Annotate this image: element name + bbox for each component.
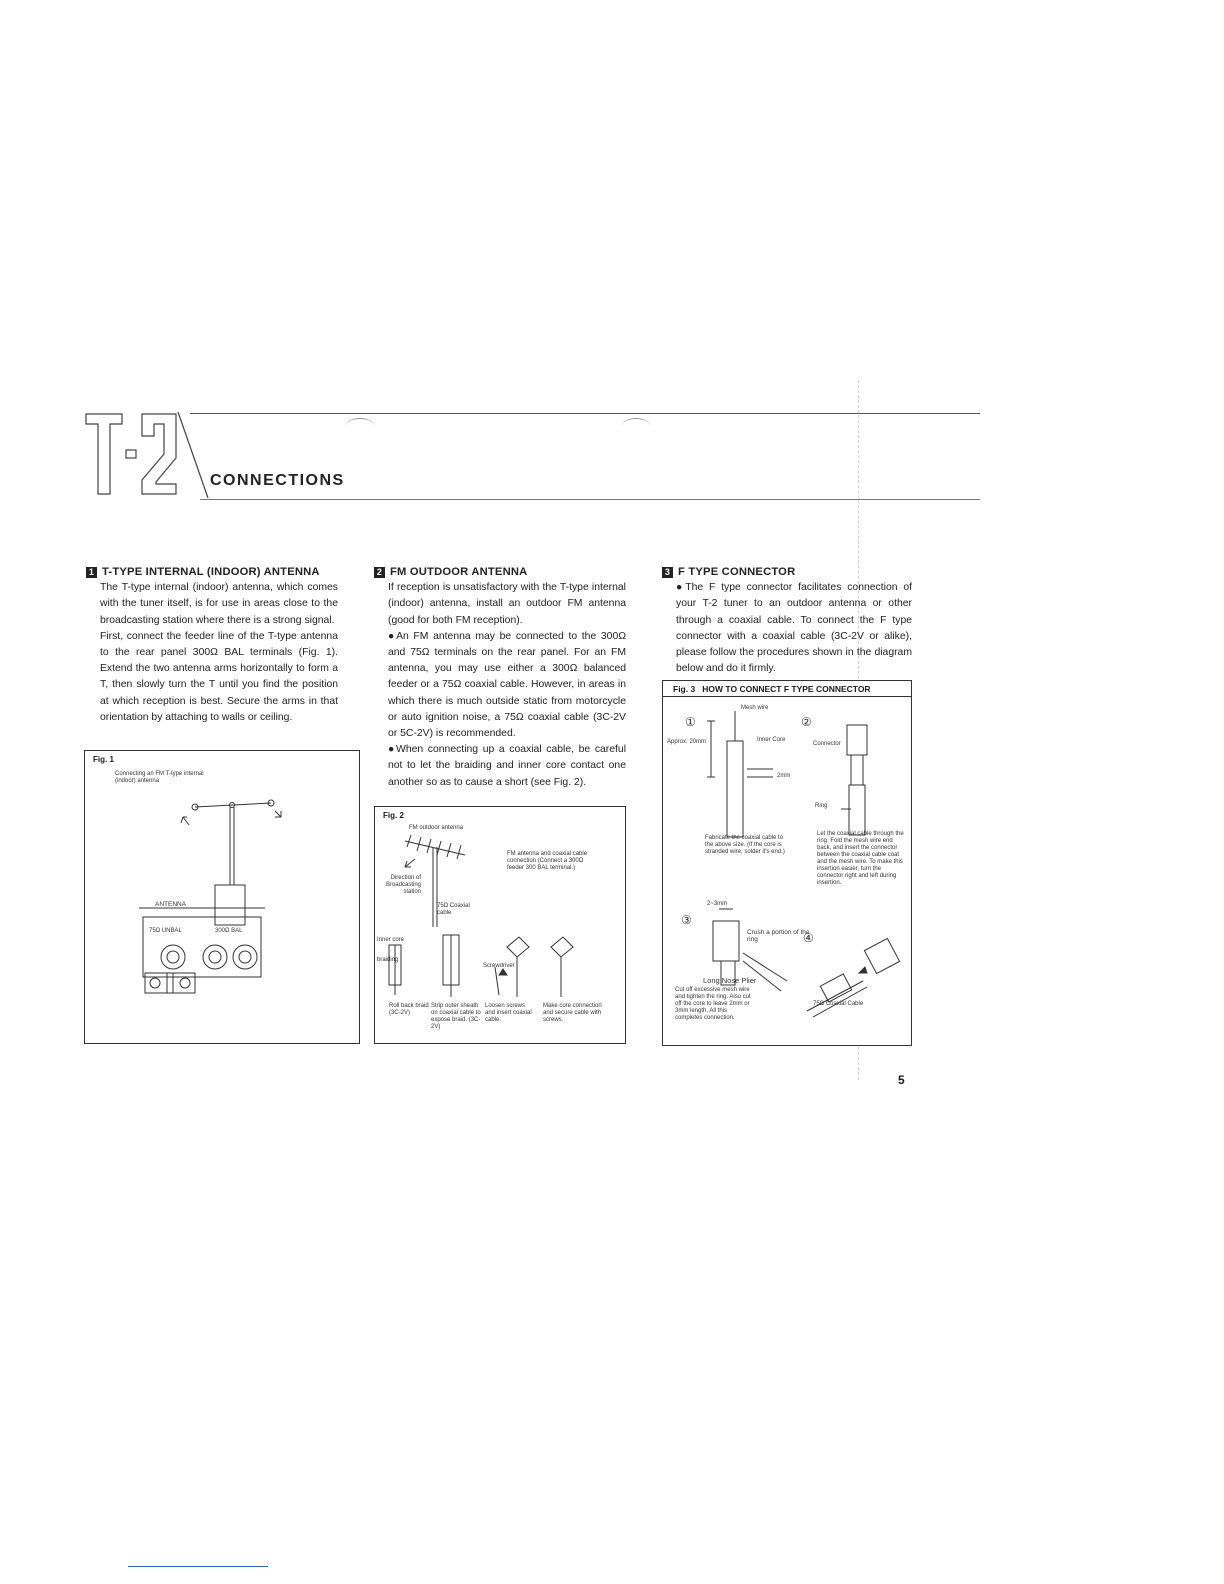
step-marker: ② [801,715,812,729]
coax-label: 75Ω Coaxial cable [437,903,470,916]
figure-1 [84,750,360,1044]
step-caption: Roll back braid (3C-2V) [389,1003,429,1016]
section-f-type-connector [662,564,912,677]
bullet-text: When connecting up a coaxial cable, be careful not to let the braiding and inner core contact one another so as to cause a short (see Fig. 2). [388,744,627,788]
bullet-item: ●An FM antenna may be connected to the 300Ω and 75Ω terminals on the rear panel. For an FM antenna, you may use either a 300Ω balanced feeder or a 75Ω coaxial cable. However, in areas in which there is much outside static from motorcycle or auto ignition noise, a 75Ω coaxial cable (3C-2V or 5C-2V) is recommended. [388,630,627,740]
two-mm-label: 2mm [777,773,791,779]
approx-label: Approx. 20mm [667,739,707,745]
bal-label: 300Ω BAL [215,928,243,934]
step1-text: Fabricate the coaxial cable to the above size. (If the core is stranded wire, solder it's end.) [705,835,785,855]
step3-text: Cut off excessive mesh wire and tighten the ring. Also cut off the core to leave 2mm or 3mm length. All this completes connection. [675,987,751,1021]
step2-text: Let the coaxial cable through the ring. Fold the mesh wire end back, and insert the connector between the coaxial cable coat and the mesh wire. To make this insertion easier, turn the connector right and left during insertion. [817,831,904,886]
page-title: CONNECTIONS [210,472,345,489]
bullet-text: The F type connector facilitates connection of your T-2 tuner to an outdoor antenna or other through a coaxial cable. To connect the F type connector with a coaxial cable (3C-2V or alike), please follow the procedures shown in the diagram below and do it firmly. [676,582,912,675]
direction-label: Direction of Broadcasting station [385,875,421,895]
figure-3 [662,680,912,1046]
header-rule-bottom [200,499,980,500]
figure-2 [374,806,626,1044]
bullet-text: An FM antenna may be connected to the 300Ω and 75Ω terminals on the rear panel. For an FM antenna, you may use either a 300Ω balanced feeder or a 75Ω coaxial cable. However, in areas in which there is much outside static from motorcycle or auto ignition noise, a 75Ω coaxial cable (3C-2V or 5C-2V) is recommended. [388,630,627,740]
section-heading [86,564,338,580]
step-marker: ① [685,715,696,729]
paragraph: First, connect the feeder line of the T-type antenna to the rear panel 300Ω BAL terminals (Fig. 1). Extend the two antenna arms horizontally to form a T, then slowly turn the T until you find the position at which reception is best. Secure the arms in that orientation by attaching to walls or ceiling. [100,630,338,723]
inner-core-label: Inner core [377,937,405,943]
antenna-label: ANTENNA [155,901,187,908]
t-antenna-diagram [85,751,359,1043]
figure-label: Fig. 2 [383,811,404,820]
connector-label: Connector [813,741,841,747]
step-caption: Loosen screws and insert coaxial cable. [485,1003,532,1023]
section-number: 2 [374,567,385,578]
paragraph: The T-type internal (indoor) antenna, which comes with the tuner itself, is for use in areas close to the broadcasting station where there is a strong signal. [100,582,338,626]
section-heading-text: FM OUTDOOR ANTENNA [390,566,528,578]
section-heading-text: T-TYPE INTERNAL (INDOOR) ANTENNA [102,566,320,578]
header-arc [622,418,650,433]
header-arc [346,418,374,433]
footer-rule [128,1566,268,1567]
range-label: 2~3mm [707,901,728,907]
bullet-item: ●The F type connector facilitates connection of your T-2 tuner to an outdoor antenna or other through a coaxial cable. To connect the F type connector with a coaxial cable (3C-2V or alike), please follow the procedures shown in the diagram below and do it firmly. [676,582,912,675]
section-number: 1 [86,567,97,578]
section-fm-outdoor-antenna [374,564,626,791]
step-caption: Strip outer sheath on coaxial cable to expose braid. (3C-2V) [431,1003,481,1030]
figure-number: Fig. 3 [673,684,696,694]
section-number: 3 [662,567,673,578]
mesh-wire-label: Mesh wire [741,705,769,711]
inner-core-label: Inner Core [757,737,786,743]
section-heading-text: F TYPE CONNECTOR [678,566,796,578]
figure-caption: Connecting an FM T-type internal (indoor) antenna [115,771,204,784]
connection-note: FM antenna and coaxial cable connection (Connect a 300Ω feeder 300 BAL terminal.) [507,851,588,871]
figure-title: HOW TO CONNECT F TYPE CONNECTOR [702,684,871,694]
section-heading [662,564,912,580]
step-caption: Make core connection and secure cable with screws. [543,1003,602,1023]
crush-label: Crush a portion of the ring [747,929,810,943]
section-heading [374,564,626,580]
paragraph: If reception is unsatisfactory with the T-type internal (indoor) antenna, install an outdoor FM antenna (good for both FM reception). [388,582,626,626]
step-marker: ④ [803,931,814,945]
screwdriver-label: Screwdriver [483,963,515,969]
figure-label: Fig. 1 [93,755,114,764]
header-rule-top [190,413,980,414]
coax-cable-label: 75Ω Coaxial Cable [813,1001,864,1007]
outdoor-antenna-label: FM outdoor antenna [409,825,464,831]
braiding-label: braiding [377,957,399,963]
pliers-label: Long Nose Plier [703,976,757,985]
section-t-type-antenna [86,564,338,726]
step-marker: ③ [681,913,692,927]
unbal-label: 75Ω UNBAL [149,928,182,934]
ring-label: Ring [815,803,828,809]
bullet-item: ●When connecting up a coaxial cable, be careful not to let the braiding and inner core contact one another so as to cause a short (see Fig. 2). [388,744,627,788]
page-number: 5 [898,1073,905,1087]
